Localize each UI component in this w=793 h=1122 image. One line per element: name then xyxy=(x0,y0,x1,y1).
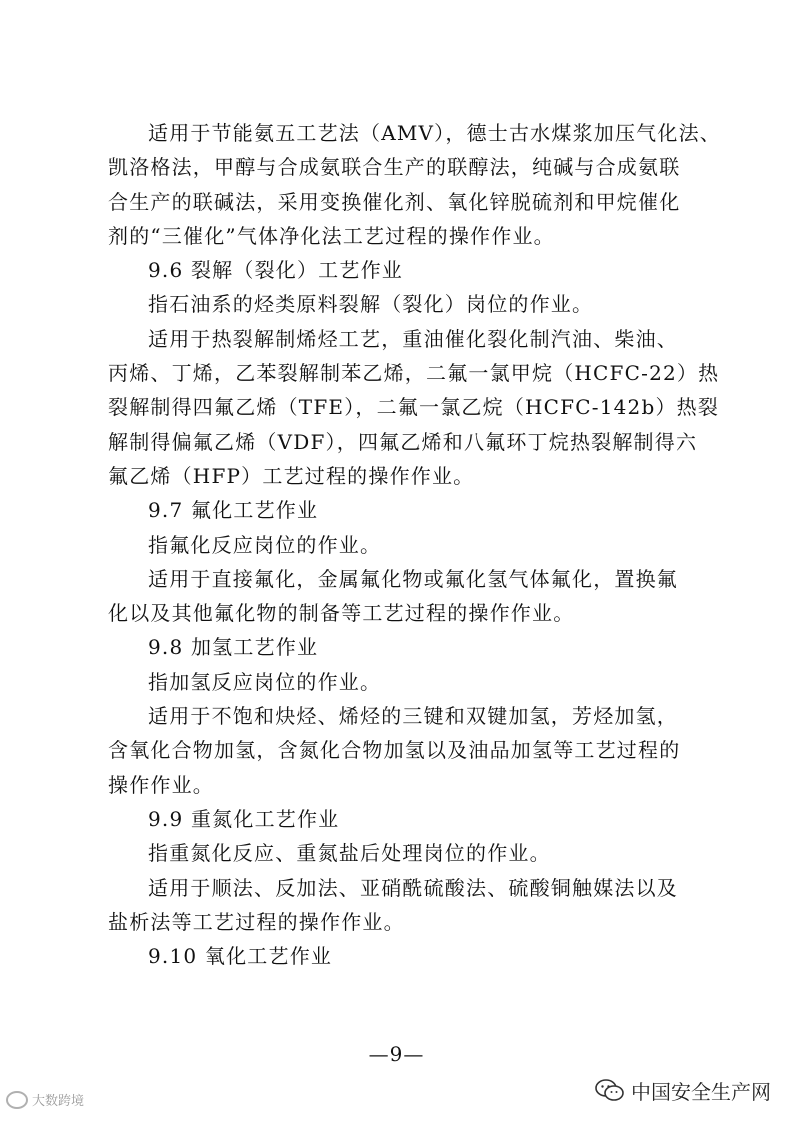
wechat-icon xyxy=(595,1078,625,1104)
watermark-right-text: 中国安全生产网 xyxy=(631,1080,771,1104)
text-line: 适用于热裂解制烯烃工艺，重油催化裂化制汽油、柴油、 xyxy=(148,326,678,351)
text-line: 适用于顺法、反加法、亚硝酰硫酸法、硫酸铜触媒法以及 xyxy=(148,875,678,900)
text-line: 操作作业。 xyxy=(108,772,214,797)
text-line: 适用于不饱和炔烃、烯烃的三键和双键加氢，芳烃加氢， xyxy=(148,704,678,729)
text-line: 剂的“三催化”气体净化法工艺过程的操作作业。 xyxy=(108,223,555,248)
text-line: 裂解制得四氟乙烯（TFE），二氟一氯乙烷（HCFC-142b）热裂 xyxy=(108,395,720,420)
text-line: 含氧化合物加氢，含氮化合物加氢以及油品加氢等工艺过程的 xyxy=(108,738,681,763)
text-line: 适用于直接氟化，金属氟化物或氟化氢气体氟化，置换氟 xyxy=(148,566,678,591)
watermark-logo-icon xyxy=(6,1091,28,1109)
text-line: 丙烯、丁烯，乙苯裂解制苯乙烯，二氟一氯甲烷（HCFC-22）热 xyxy=(108,361,720,386)
text-line: 指氟化反应岗位的作业。 xyxy=(148,532,382,557)
text-line: 9.10 氧化工艺作业 xyxy=(148,944,333,969)
text-line: 指石油系的烃类原料裂解（裂化）岗位的作业。 xyxy=(148,292,594,317)
text-line: 指重氮化反应、重氮盐后处理岗位的作业。 xyxy=(148,841,551,866)
text-line: 凯洛格法，甲醇与合成氨联合生产的联醇法，纯碱与合成氨联 xyxy=(108,155,681,180)
text-line: 9.9 重氮化工艺作业 xyxy=(148,806,340,831)
text-line: 氟乙烯（HFP）工艺过程的操作作业。 xyxy=(108,463,475,488)
page-number: —9— xyxy=(368,1042,425,1066)
text-line: 9.8 加氢工艺作业 xyxy=(148,635,319,660)
watermark-right xyxy=(595,1076,771,1105)
text-line: 指加氢反应岗位的作业。 xyxy=(148,669,382,694)
document-body xyxy=(108,116,721,973)
text-line: 9.6 裂解（裂化）工艺作业 xyxy=(148,258,403,283)
text-line: 适用于节能氨五工艺法（AMV），德士古水煤浆加压气化法、 xyxy=(148,121,721,145)
text-line: 化以及其他氟化物的制备等工艺过程的操作作业。 xyxy=(108,601,575,626)
text-line: 解制得偏氟乙烯（VDF），四氟乙烯和八氟环丁烷热裂解制得六 xyxy=(108,429,698,454)
text-line: 合生产的联碱法，采用变换催化剂、氧化锌脱硫剂和甲烷催化 xyxy=(108,189,681,214)
text-line: 9.7 氟化工艺作业 xyxy=(148,498,319,523)
text-line: 盐析法等工艺过程的操作作业。 xyxy=(108,909,405,934)
watermark-left-text: 大数跨境 xyxy=(32,1094,85,1109)
watermark-left xyxy=(6,1090,84,1109)
